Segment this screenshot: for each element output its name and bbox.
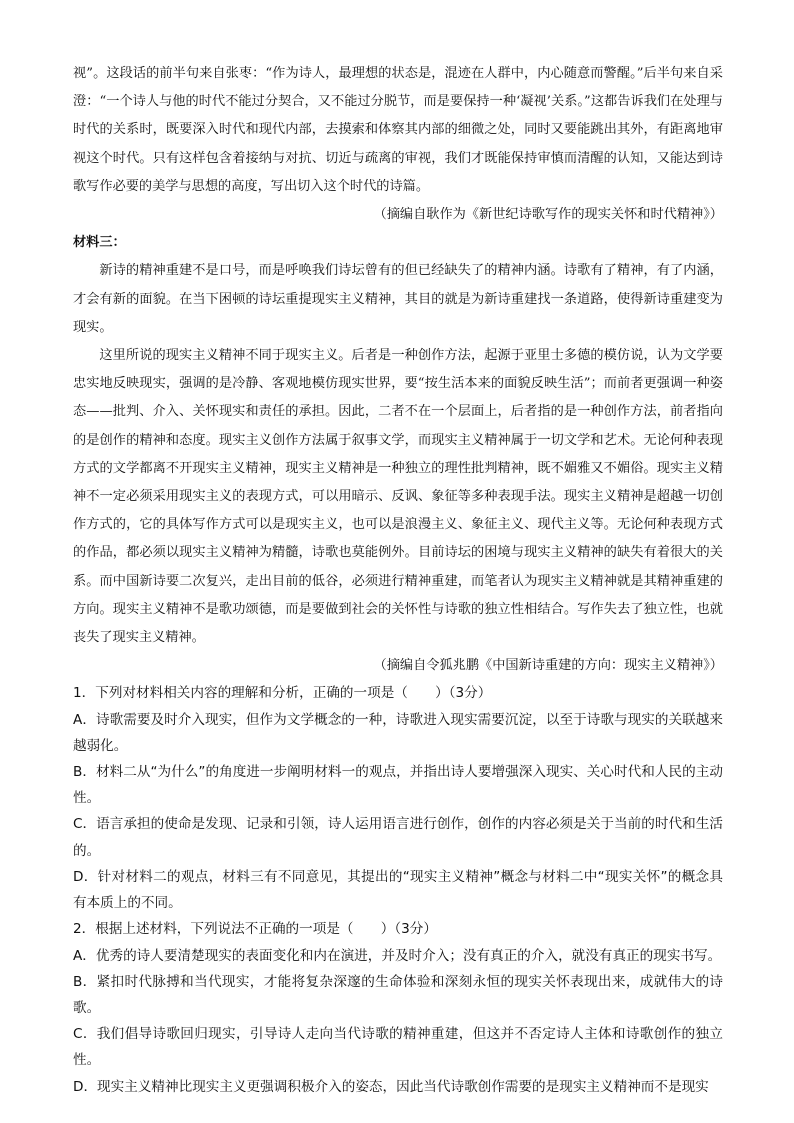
question-2 [73, 916, 723, 1099]
question-stem: 2．根据上述材料，下列说法不正确的一项是（ ）（3分） [73, 921, 437, 938]
option-a[interactable]: A．优秀的诗人要清楚现实的表面变化和内在演进，并及时介入；没有真正的介入，就没有真正的现实书写。 [73, 947, 722, 964]
material3-source: （摘编自令狐兆鹏《中国新诗重建的方向：现实主义精神》） [373, 658, 723, 674]
question-stem: 1．下列对材料相关内容的理解和分析，正确的一项是（ ）（3分） [73, 685, 492, 702]
option-a[interactable]: A．诗歌需要及时介入现实，但作为文学概念的一种，诗歌进入现实需要沉淀，以至于诗歌与现实的关联越来越弱化。 [73, 711, 723, 754]
exam-page [73, 60, 723, 1100]
question-1 [73, 680, 723, 916]
material3-paragraph-1: 新诗的精神重建不是口号，而是呼唤我们诗坛曾有的但已经缺失了的精神内涵。诗歌有了精神，有了内涵，才会有新的面貌。在当下困顿的诗坛重提现实主义精神，其目的就是为新诗重建找一条道路，使得新诗重建变为现实。 [73, 263, 723, 335]
option-c[interactable]: C．我们倡导诗歌回归现实，引导诗人走向当代诗歌的精神重建，但这并不否定诗人主体和诗歌创作的独立性。 [73, 1026, 723, 1069]
option-c[interactable]: C．语言承担的使命是发现、记录和引领，诗人运用语言进行创作，创作的内容必须是关于当前的时代和生活的。 [73, 816, 723, 859]
option-b[interactable]: B．材料二从“为什么”的角度进一步阐明材料一的观点，并指出诗人要增强深入现实、关心时代和人民的主动性。 [73, 764, 723, 807]
option-d[interactable]: D．针对材料二的观点，材料三有不同意见，其提出的“现实主义精神”概念与材料二中“现实关怀”的概念具有本质上的不同。 [73, 868, 723, 912]
material2-tail-paragraph: 视”。这段话的前半句来自张枣：“作为诗人，最理想的状态是，混迹在人群中，内心随意而警醒。”后半句来自采澄：“一个诗人与他的时代不能过分契合，又不能过分脱节，而是要保持一种‘凝视’关系。”这都告诉我们在处理与时代的关系时，既要深入时代和现代内部，去摸索和体察其内部的细微之处，同时又要能跳出其外，有距离地审视这个时代。只有这样包含着接纳与对抗、切近与疏离的审视，我们才既能保持审慎而清醒的认知，又能达到诗歌写作必要的美学与思想的高度，写出切入这个时代的诗篇。 [73, 66, 723, 194]
material2-source: （摘编自耿作为《新世纪诗歌写作的现实关怀和时代精神》） [373, 207, 723, 223]
option-d[interactable]: D．现实主义精神比现实主义更强调积极介入的姿态，因此当代诗歌创作需要的是现实主义精神而不是现实 [73, 1078, 709, 1095]
material3-heading: 材料三： [73, 235, 126, 251]
option-b[interactable]: B．紧扣时代脉搏和当代现实，才能将复杂深邃的生命体验和深刻永恒的现实关怀表现出来，成就伟大的诗歌。 [73, 973, 723, 1016]
material3-paragraph-2: 这里所说的现实主义精神不同于现实主义。后者是一种创作方法，起源于亚里士多德的模仿说，认为文学要忠实地反映现实，强调的是冷静、客观地模仿现实世界，要“按生活本来的面貌反映生活”；而前者更强调一种姿态——批判、介入、关怀现实和责任的承担。因此，二者不在一个层面上，后者指的是一种创作方法，前者指向的是创作的精神和态度。现实主义创作方法属于叙事文学，而现实主义精神属于一切文学和艺术。无论何种表现方式的文学都离不开现实主义精神，现实主义精神是一种独立的理性批判精神，既不媚雅又不媚俗。现实主义精神不一定必须采用现实主义的表现方式，可以用暗示、反讽、象征等多种表现手法。现实主义精神是超越一切创作方式的，它的具体写作方式可以是现实主义，也可以是浪漫主义、象征主义、现代主义等。无论何种表现方式的作品，都必须以现实主义精神为精髓，诗歌也莫能例外。目前诗坛的困境与现实主义精神的缺失有着很大的关系。而中国新诗要二次复兴，走出目前的低谷，必须进行精神重建，而笔者认为现实主义精神就是其精神重建的方向。现实主义精神不是歌功颂德，而是要做到社会的关怀性与诗歌的独立性相结合。写作失去了独立性，也就丧失了现实主义精神。 [73, 348, 723, 646]
